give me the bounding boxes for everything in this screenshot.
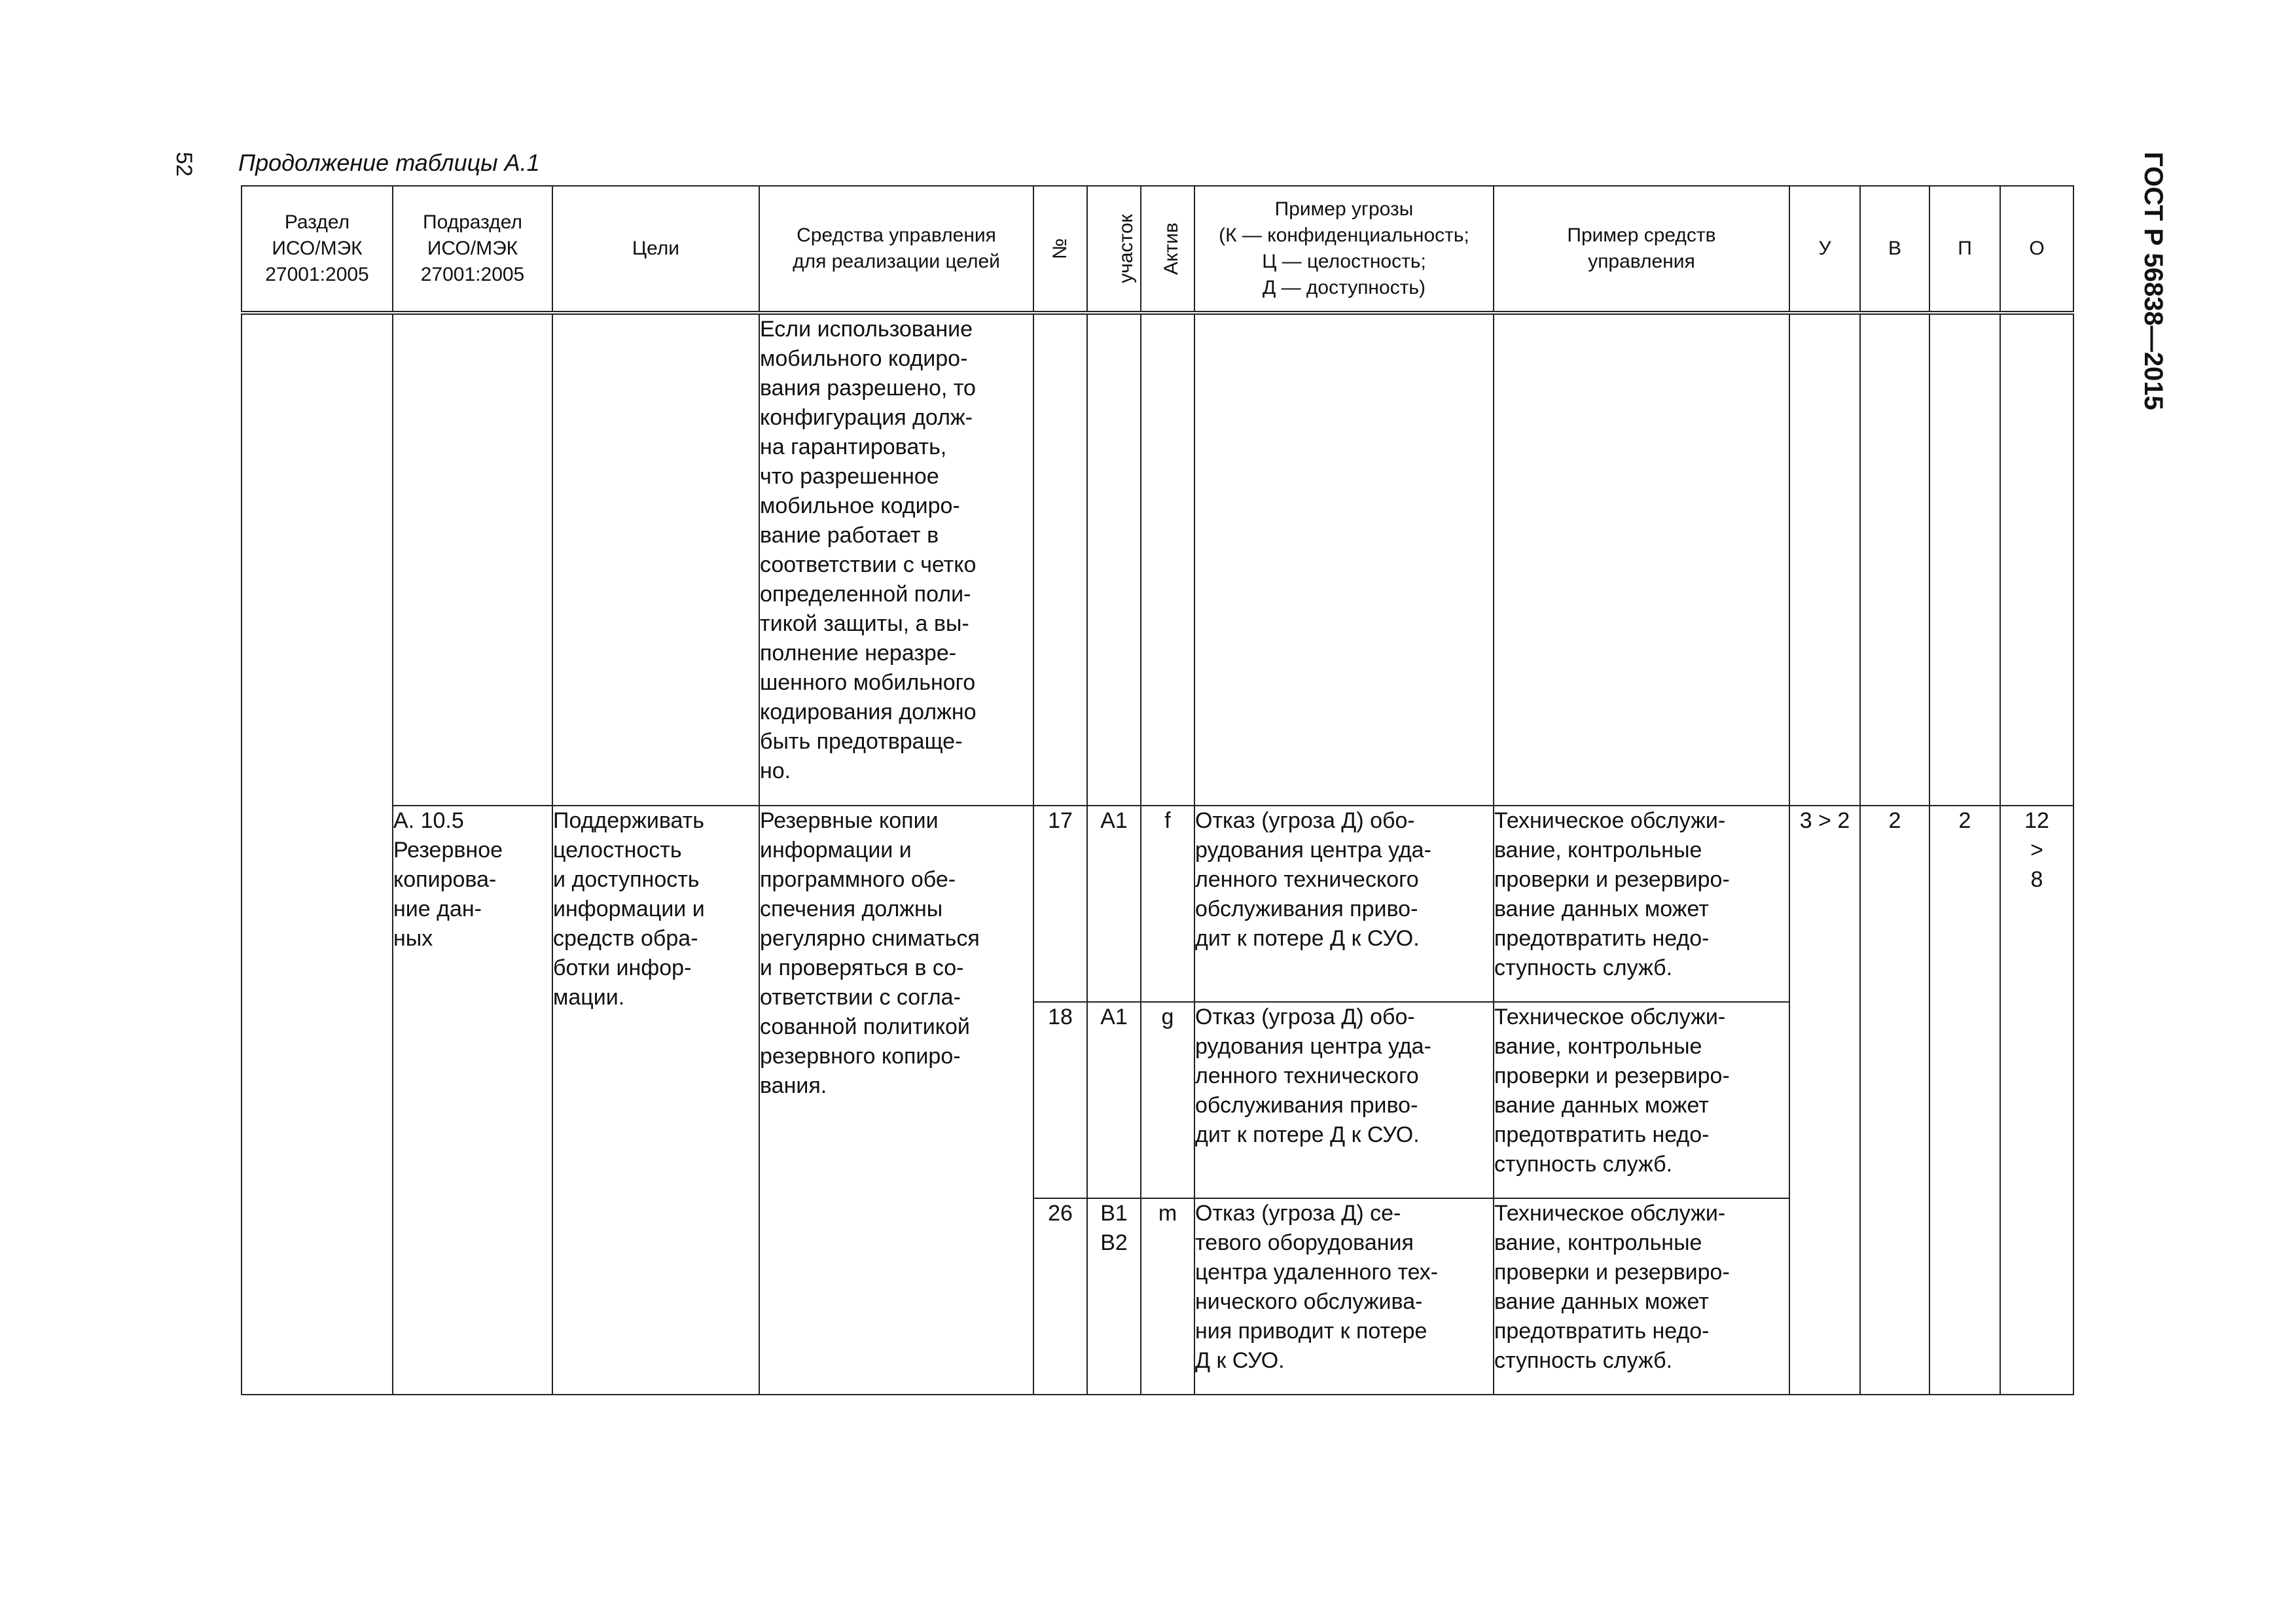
cell-section-empty [242,313,393,1395]
header-number [1033,186,1087,313]
header-site-label: участок [1115,214,1137,283]
cell-empty [1929,313,2000,806]
cell-empty [1087,313,1141,806]
standards-table [241,185,2074,1395]
cell-threat: Отказ (угроза Д) се- тевого оборудования центра удаленного тех- нического обслужива- ния приводит к потере Д к СУО. [1194,1198,1494,1395]
cell-number: 26 [1033,1198,1087,1395]
header-asset-label: Актив [1160,223,1182,275]
cell-p: 2 [1929,806,2000,1395]
cell-site: А1 [1087,806,1141,1002]
cell-control-example: Техническое обслужи- вание, контрольные проверки и резервиро- вание данных может предотвратить недо- ступность служб. [1494,806,1789,1002]
document-code: ГОСТ Р 56838—2015 [2139,152,2168,410]
cell-site: В1 В2 [1087,1198,1141,1395]
cell-asset: f [1141,806,1194,1002]
cell-controls-continuation: Если использование мобильного кодиро- вания разрешено, то конфигурация долж- на гарантировать, что разрешенное мобильное кодиро- вание работает в соответствии с четко определенной поли- тикой защиты, а вы- полнение неразре- шенного мобильного кодирования должно быть предотвраще- но. [759,313,1033,806]
cell-asset: m [1141,1198,1194,1395]
cell-u: 3 > 2 [1789,806,1860,1395]
table-row [242,806,2073,1002]
cell-v: 2 [1860,806,1929,1395]
cell-asset: g [1141,1002,1194,1198]
header-site [1087,186,1141,313]
cell-empty [1494,313,1789,806]
header-control-example: Пример средств управления [1494,186,1789,313]
cell-empty [2000,313,2073,806]
cell-threat: Отказ (угроза Д) обо- рудования центра уда- ленного технического обслуживания приво- дит к потере Д к СУО. [1194,1002,1494,1198]
cell-empty [1789,313,1860,806]
cell-empty [1194,313,1494,806]
cell-number: 17 [1033,806,1087,1002]
header-number-label: № [1049,238,1071,260]
header-u: У [1789,186,1860,313]
page-number: 52 [171,152,196,177]
header-subsection: Подраздел ИСО/МЭК 27001:2005 [393,186,552,313]
cell-empty [1033,313,1087,806]
header-goals: Цели [552,186,759,313]
header-section: Раздел ИСО/МЭК 27001:2005 [242,186,393,313]
cell-empty [1141,313,1194,806]
cell-empty [393,313,552,806]
header-row [242,186,2073,313]
header-p: П [1929,186,2000,313]
cell-controls: Резервные копии информации и программного обе- спечения должны регулярно сниматься и проверяться в со- ответствии с согла- сованной политикой резервного копиро- вания. [759,806,1033,1395]
header-threat-example: Пример угрозы (К — конфиденциальность; Ц — целостность; Д — доступность) [1194,186,1494,313]
cell-empty [552,313,759,806]
header-asset [1141,186,1194,313]
header-o: О [2000,186,2073,313]
cell-threat: Отказ (угроза Д) обо- рудования центра уда- ленного технического обслуживания приво- дит к потере Д к СУО. [1194,806,1494,1002]
cell-number: 18 [1033,1002,1087,1198]
cell-site: А1 [1087,1002,1141,1198]
table-row [242,313,2073,806]
header-controls: Средства управления для реализации целей [759,186,1033,313]
cell-subsection: А. 10.5 Резервное копирова- ние дан- ных [393,806,552,1395]
cell-control-example: Техническое обслужи- вание, контрольные проверки и резервиро- вание данных может предотвратить недо- ступность служб. [1494,1002,1789,1198]
header-v: В [1860,186,1929,313]
table-caption: Продолжение таблицы А.1 [238,149,540,176]
cell-control-example: Техническое обслужи- вание, контрольные проверки и резервиро- вание данных может предотвратить недо- ступность служб. [1494,1198,1789,1395]
cell-goals: Поддерживать целостность и доступность информации и средств обра- ботки инфор- мации. [552,806,759,1395]
cell-o: 12 > 8 [2000,806,2073,1395]
cell-empty [1860,313,1929,806]
